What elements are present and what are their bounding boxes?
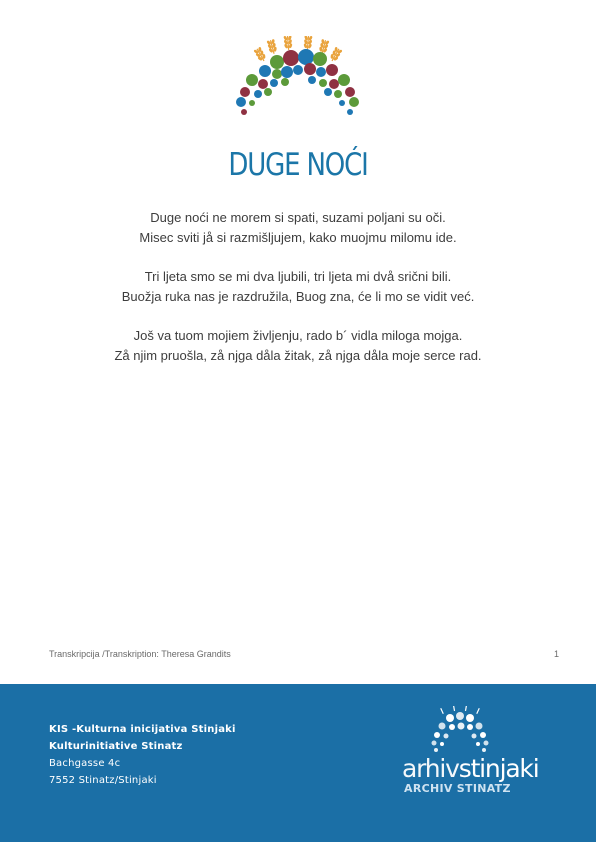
logo-dot [466,714,474,722]
poem-line: Zå njim pruošla, zå njga dåla žitak, zå njga dåla moje serce rad. [114,348,482,363]
logo-dot [326,64,338,76]
poem-stanza [0,326,596,366]
logo-dot [444,734,449,739]
page-number: 1 [554,649,560,659]
logo-dot [281,66,293,78]
logo-dot [339,100,345,106]
brand-wordmark [402,754,538,783]
org-name-hr: KIS -Kulturna inicijativa Stinjaki [49,724,236,735]
logo-dot [270,79,278,87]
logo-dot [434,748,438,752]
page-title: DUGE NOĆI [228,147,368,183]
wheat-icon [328,46,343,63]
logo-dot [476,723,483,730]
logo-dot [456,712,464,720]
logo-dot [319,79,327,87]
folk-ornament-logo-white [428,706,492,754]
poem-line: Misec sviti jå si razmišljujem, kako muojmu milomu ide. [139,230,457,245]
poem-line: Duge noći ne morem si spati, suzami poljani su oči. [150,210,446,225]
brand-part-stinjaki: stinjaki [458,754,539,783]
logo-dot [316,67,326,77]
transcription-note: Transkripcija /Transkription: Theresa Grandits [49,649,231,659]
poem-stanza [0,267,596,307]
logo-dot [480,732,486,738]
folk-ornament-logo [230,36,366,120]
wheat-icon [465,706,466,711]
logo-dot [249,100,255,106]
logo-dot [259,65,271,77]
logo-dot [329,79,339,89]
poem-line: Još va tuom mojiem življenju, rado b´ vidla miloga mojga. [133,328,463,343]
wheat-icon [266,38,278,55]
logo-dot [347,109,353,115]
wheat-icon [283,36,293,50]
logo-dot [432,741,437,746]
brand-part-arhiv: arhiv [402,754,459,783]
logo-dot [283,50,299,66]
logo-dot [440,742,444,746]
logo-dot [349,97,359,107]
wheat-icon [303,36,313,50]
street-address: Bachgasse 4c [49,758,121,769]
org-name-de: Kulturinitiative Stinatz [49,741,183,752]
logo-dot [270,55,284,69]
logo-dot [482,748,486,752]
city-address: 7552 Stinatz/Stinjaki [49,775,157,786]
wheat-icon [253,46,268,63]
footer-address [49,721,236,789]
poem-line: Tri ljeta smo se mi dva ljubili, tri ljeta mi dvå srični bili. [144,269,452,284]
logo-dot [281,78,289,86]
logo-dot [449,724,455,730]
logo-dot [434,732,440,738]
logo-dot [467,724,473,730]
logo-dot [345,87,355,97]
poem [0,208,596,385]
logo-dot [439,723,446,730]
logo-dot [472,734,477,739]
logo-dot [258,79,268,89]
logo-dot [293,65,303,75]
logo-dot [313,52,327,66]
logo-dot [298,49,314,65]
poem-line: Buožja ruka nas je razdružila, Buog zna, će li mo se vidit već. [121,289,475,304]
poem-stanza [0,208,596,248]
logo-dot [484,741,489,746]
logo-dot [338,74,350,86]
logo-dot [476,742,480,746]
logo-dot [272,69,282,79]
logo-dot [236,97,246,107]
logo-dot [304,63,316,75]
logo-dot [264,88,272,96]
logo-dot [458,723,465,730]
footer [0,684,596,842]
wheat-icon [453,706,454,711]
wheat-icon [441,708,444,713]
logo-dot [324,88,332,96]
logo-dot [240,87,250,97]
logo-dot [334,90,342,98]
brand-subtitle: ARCHIV STINATZ [404,782,511,795]
logo-dot [254,90,262,98]
logo-dot [308,76,316,84]
wheat-icon [477,708,480,713]
logo-dot [241,109,247,115]
logo-dot [446,714,454,722]
logo-dot [246,74,258,86]
